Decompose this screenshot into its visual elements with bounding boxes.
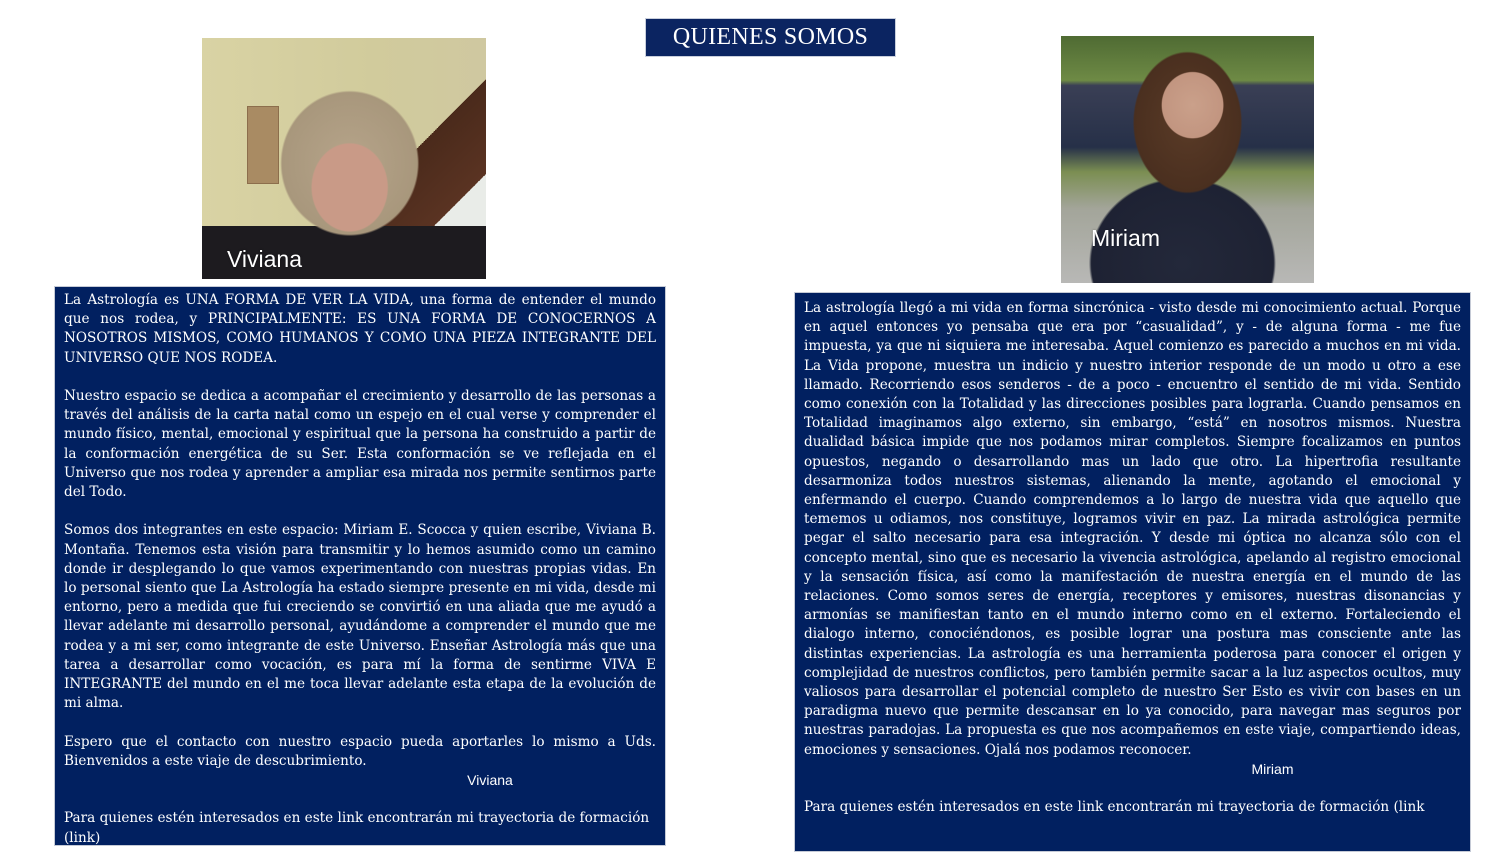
miriam-photo-caption: Miriam — [1091, 225, 1160, 251]
miriam-training-link[interactable]: Para quienes estén interesados en este link encontrarán mi trayectoria de formación (link — [804, 799, 1425, 816]
miriam-signature: Miriam — [1251, 760, 1294, 777]
viviana-paragraph-1: La Astrología es UNA FORMA DE VER LA VIDA, una forma de entender el mundo que nos rodea, y PRINCIPALMENTE: ES UNA FORMA DE CONOCERNOS A NOSOTROS MISMOS, COMO HUMANOS Y COMO UNA PIEZA INTEGRANTE DEL UNIVERSO QUE NOS RODEA. — [64, 292, 656, 366]
viviana-training-link[interactable]: Para quienes estén interesados en este link encontrarán mi trayectoria de formación (link) — [64, 810, 650, 846]
viviana-signature: Viviana — [467, 772, 513, 789]
miriam-paragraph-1: La astrología llegó a mi vida en forma sincrónica - visto desde mi conocimiento actual. Porque en aquel entonces yo pensaba que era por “casualidad”, y - de alguna forma - me fue impuesta, ya que ni siquiera me interesaba. Aquel comienzo es parecido a muchos en mi vida. La Vida propone, muestra un indicio y nuestro interior responde de un modo u otro a ese llamado. Recorriendo esos senderos - de a poco - encuentro el sentido de mi vida. Sentido como conexión con la Totalidad y las direcciones posibles para lograrla. Cuando pensamos en Totalidad imaginamos algo externo, sin embargo, “está” en nosotros mismos. Nuestra dualidad básica impide que nos podamos mirar completos. Siempre focalizamos en puntos opuestos, negando o desarrollando mas un lado que otro. La hipertrofia resultante desarmoniza todos nuestros sistemas, alienando la mente, agotando el emocional y enfermando el cuerpo. Cuando comprendemos a lo largo de nuestra vida que aquello que tememos u odiamos, nos constituye, logramos vivir en paz. La mirada astrológica permite pegar el salto necesario para esa integración. Y desde mi óptica no alcanza sólo con el concepto mental, sino que es necesario la vivencia astrológica, apelando al registro emocional y la sensación física, así como la manifestación de nuestra energía en el mundo de las relaciones. Como somos seres de energía, receptores y emisores, nuestras disonancias y armonías se manifiestan tanto en el mundo interno como en el externo. Fortaleciendo el dialogo interno, conociéndonos, es posible lograr una postura mas consciente ante las distintas experiencias. La astrología es una herramienta poderosa para conocer el origen y complejidad de nuestros conflictos, pero también permite sacar a la luz aspectos ocultos, muy valiosos para desarrollar el potencial completo de nuestro Ser Esto es vivir con bases en un paradigma nuevo que permite descansar en lo ya conocido, para navegar mas seguros por nuestras paradojas. La propuesta es que nos acompañemos en este viaje, compartiendo ideas, emociones y sensaciones. Ojalá nos podamos reconocer. — [804, 300, 1461, 758]
page-title: QUIENES SOMOS — [645, 18, 896, 57]
miriam-bio-panel — [794, 292, 1471, 852]
viviana-paragraph-4: Espero que el contacto con nuestro espacio pueda aportarles lo mismo a Uds. Bienvenidos a este viaje de descubrimiento. — [64, 733, 656, 769]
viviana-paragraph-2: Nuestro espacio se dedica a acompañar el crecimiento y desarrollo de las personas a través del análisis de la carta natal como un espejo en el cual verse y comprender el mundo físico, mental, emocional y espiritual que la persona ha construido a partir de la conformación energética de su Ser. Esta conformación se ve reflejada en el Universo que nos rodea y aprender a ampliar esa mirada nos permite sentirnos parte del Todo. — [64, 388, 656, 501]
viviana-bio-panel — [54, 286, 666, 846]
viviana-photo-caption: Viviana — [227, 246, 303, 272]
viviana-paragraph-3: Somos dos integrantes en este espacio: Miriam E. Scocca y quien escribe, Viviana B. Montaña. Tenemos esta visión para transmitir y lo hemos asumido como un camino donde ir desplegando lo que vamos experimentando con nuestras propias vidas. En lo personal siento que La Astrología ha estado siempre presente en mi vida, desde mi entorno, pero a medida que fui creciendo se convirtió en una aliada que me ayudó a llevar adelante mi desarrollo personal, ayudándome a comprender el mundo que me rodea y a mi ser, como integrante de este Universo. Enseñar Astrología más que una tarea a desarrollar como vocación, es para mí la forma de sentirme VIVA E INTEGRANTE del mundo en el me toca llevar adelante esta etapa de la evolución de mi alma. — [64, 522, 656, 712]
miriam-photo — [1061, 36, 1314, 283]
viviana-photo — [202, 38, 486, 279]
wall-hanging-decor — [247, 106, 279, 184]
